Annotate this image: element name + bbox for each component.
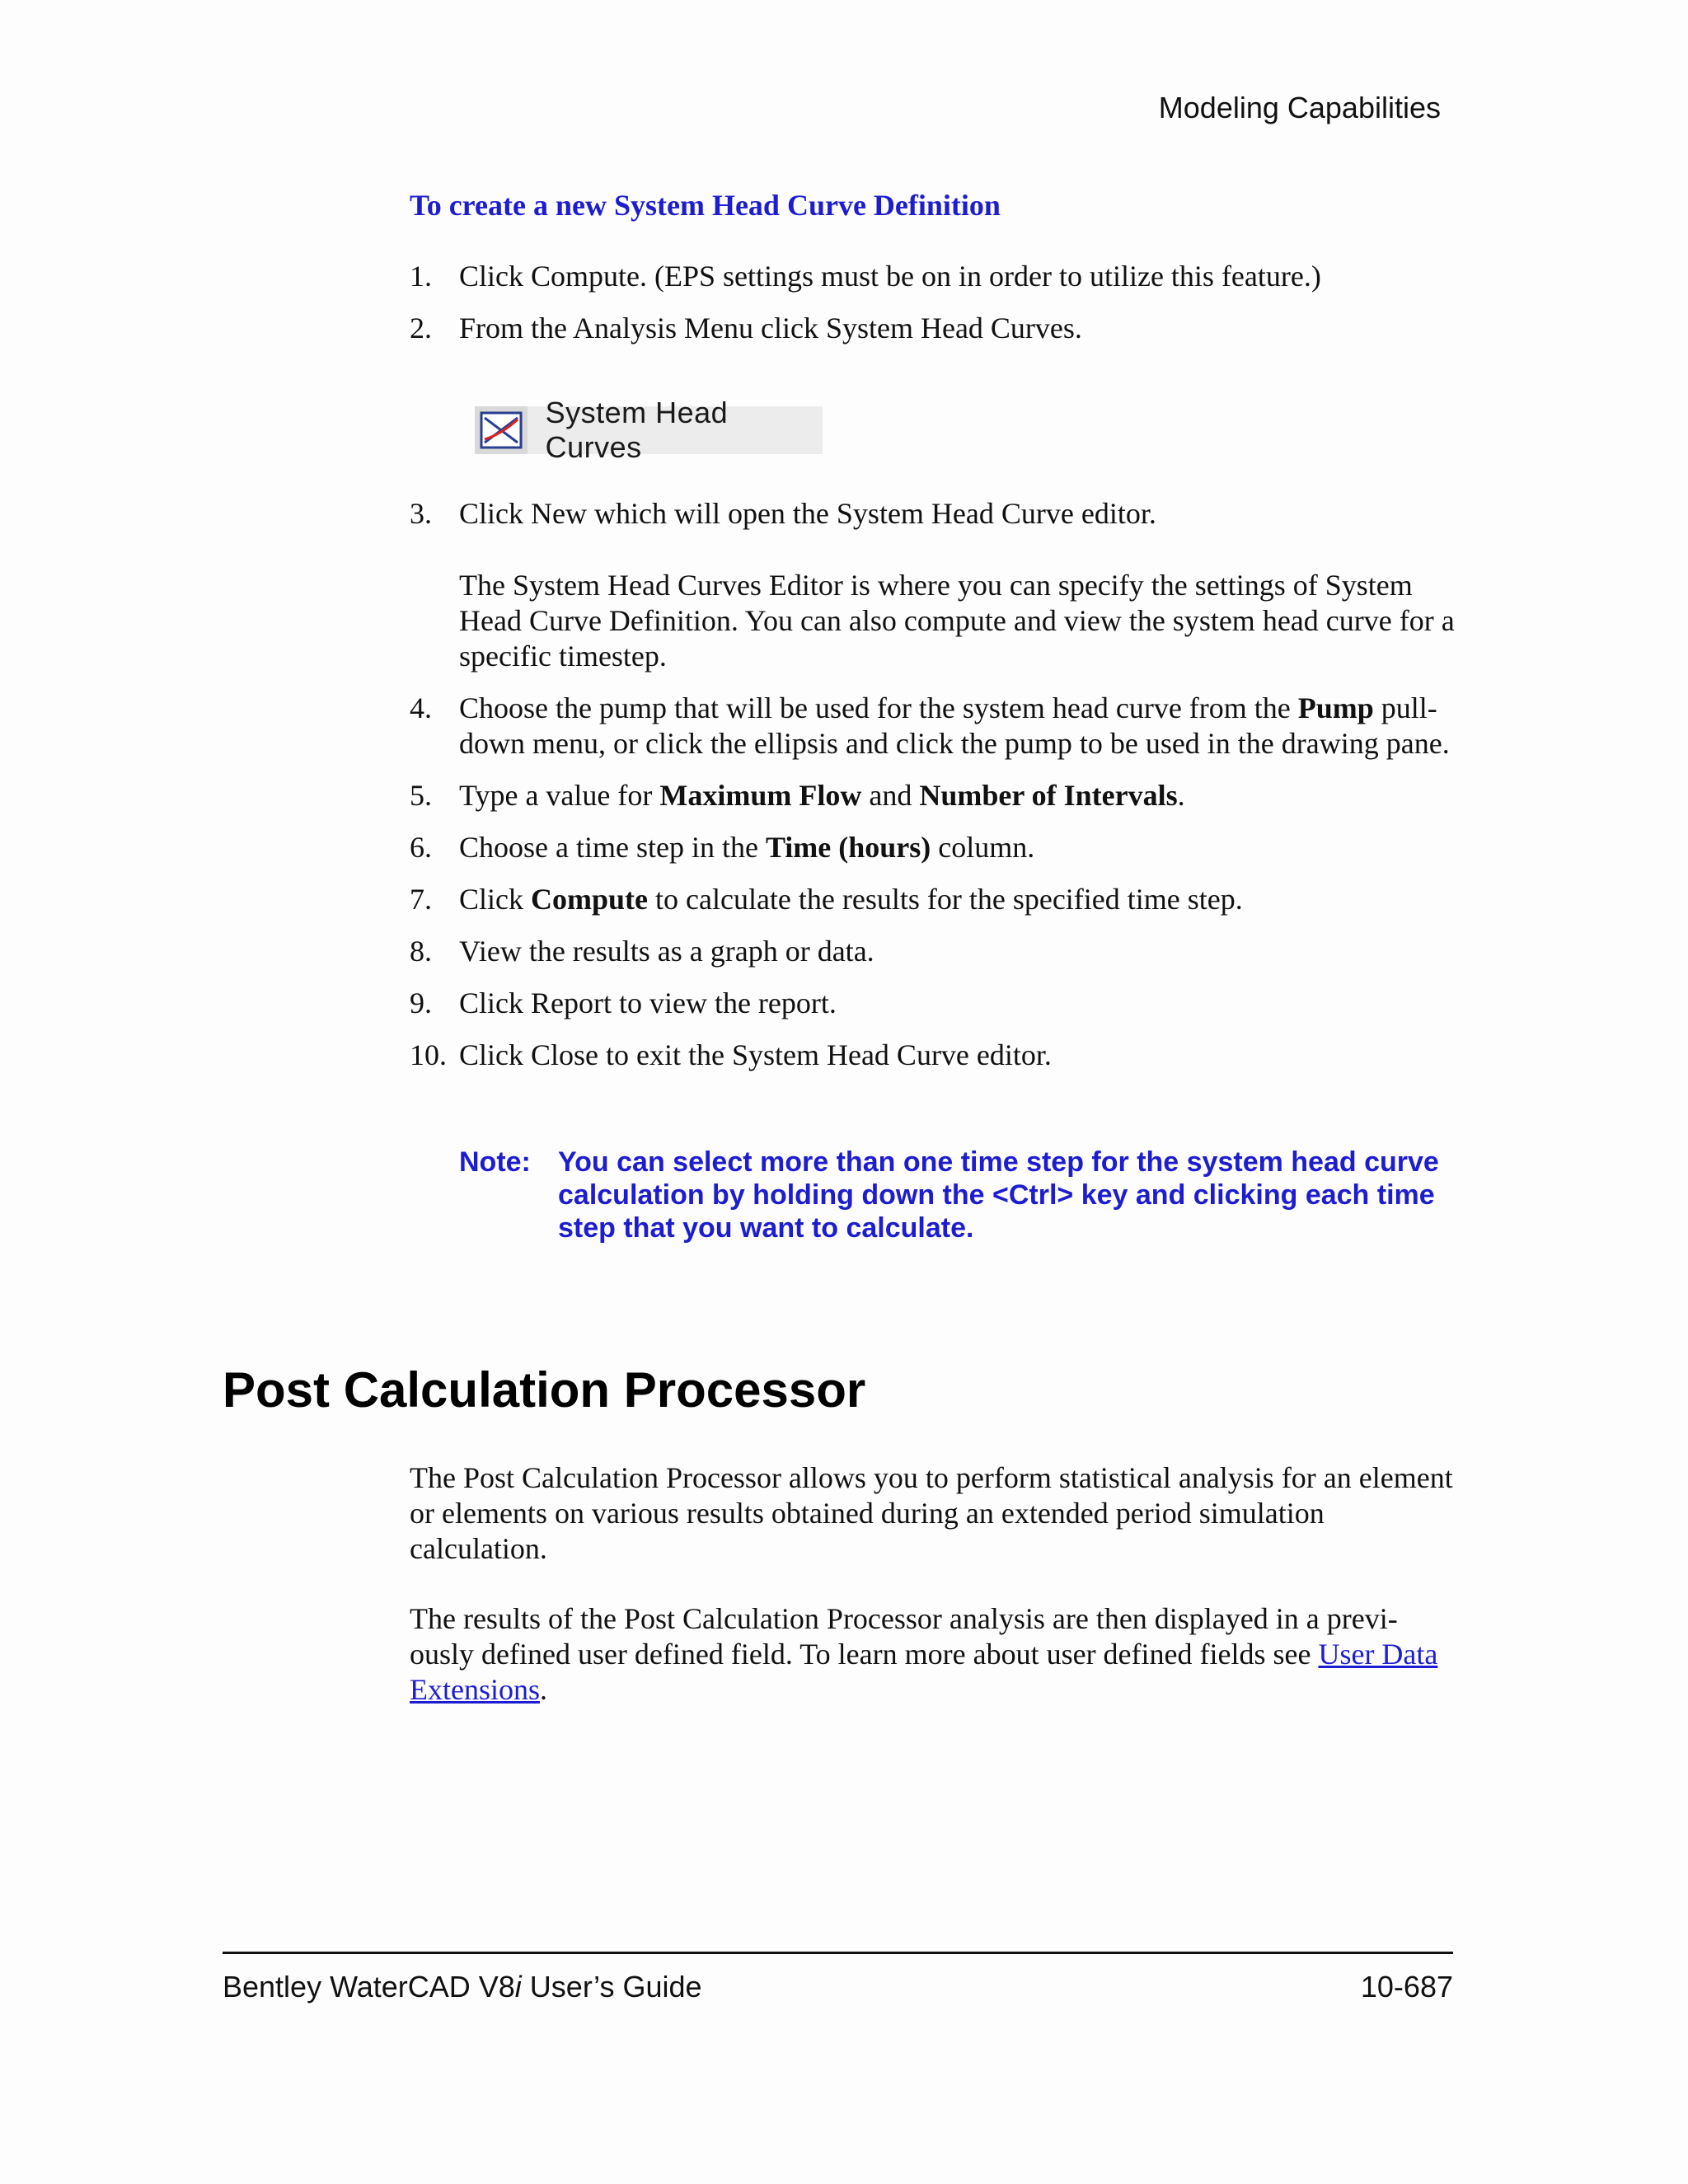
paragraph-text-end: . xyxy=(540,1673,547,1706)
footer-product-pre: Bentley WaterCAD V8 xyxy=(223,1970,515,2004)
paragraph-text: The results of the Post Calculation Processor analysis are then displayed in a previ-ously defined user defined field. To learn more about user defined fields see xyxy=(410,1602,1398,1671)
step-10 xyxy=(410,1038,1456,1073)
step-number: 9. xyxy=(410,987,432,1019)
note-label: Note: xyxy=(459,1146,531,1178)
step-text: Click Close to exit the System Head Curve editor. xyxy=(459,1038,1052,1071)
step-number: 7. xyxy=(410,883,432,916)
step-text-pre: Choose the pump that will be used for the system head curve from the xyxy=(459,691,1298,724)
step-number: 2. xyxy=(410,312,432,344)
step-5 xyxy=(410,778,1456,813)
step-text: Click Compute. (EPS settings must be on in order to utilize this feature.) xyxy=(459,260,1321,293)
section-paragraph-1: The Post Calculation Processor allows you to perform statistical analysis for an element or elements on various results obtained during an extended period simulation calculation. xyxy=(410,1461,1453,1565)
system-head-curves-menu-item[interactable] xyxy=(475,396,823,464)
step-8 xyxy=(410,934,1456,969)
step-text-bold: Pump xyxy=(1297,691,1374,724)
step-text: From the Analysis Menu click System Head Curves. xyxy=(459,312,1082,344)
step-text-mid: and xyxy=(861,779,920,812)
step-text-bold: Compute xyxy=(531,883,648,916)
step-text-pre: Type a value for xyxy=(459,779,660,812)
step-text: View the results as a graph or data. xyxy=(459,935,874,968)
step-text-post: column. xyxy=(931,831,1035,864)
user-data-extensions-link[interactable]: User Data Extensions xyxy=(410,1638,1438,1706)
step-text: Click New which will open the System Head Curve editor. xyxy=(459,497,1156,530)
step-number: 1. xyxy=(410,260,432,293)
footer-page-number: 10-687 xyxy=(1360,1970,1453,2004)
step-text-post: pull-down menu, or click the ellipsis and click the pump to be used in the drawing pane. xyxy=(459,691,1450,760)
system-head-curves-icon xyxy=(475,406,528,454)
step-text: Click Report to view the report. xyxy=(459,987,837,1019)
footer-product-title xyxy=(223,1970,702,2004)
step-3 xyxy=(410,496,1456,674)
section-title: Post Calculation Processor xyxy=(223,1362,866,1418)
step-number: 10. xyxy=(410,1038,447,1071)
note-box xyxy=(459,1146,1448,1244)
step-number: 5. xyxy=(410,779,432,812)
step-text-bold: Maximum Flow xyxy=(659,779,862,812)
step-3-description: The System Head Curves Editor is where you can specify the settings of System Head Curve Definition. You can also compute and view the system head curve for a specific timestep. xyxy=(459,569,1455,673)
step-9 xyxy=(410,986,1456,1021)
steps-list-2 xyxy=(410,496,1456,1073)
step-number: 4. xyxy=(410,691,432,724)
step-text-post: . xyxy=(1177,779,1185,812)
step-1 xyxy=(410,259,1456,294)
step-text-post: to calculate the results for the specified time step. xyxy=(648,883,1243,916)
step-number: 8. xyxy=(410,935,432,968)
step-7 xyxy=(410,882,1456,917)
step-number: 6. xyxy=(410,831,432,864)
step-2 xyxy=(410,311,1456,346)
footer-product-post: User’s Guide xyxy=(521,1970,702,2004)
step-6 xyxy=(410,830,1456,865)
footer-product-italic: i xyxy=(514,1970,522,2004)
step-text-pre: Click xyxy=(459,883,531,916)
note-text: You can select more than one time step for the system head curve calculation by holding down the <Ctrl> key and clicking each time step that you want to calculate. xyxy=(558,1146,1439,1244)
section-paragraph-2 xyxy=(410,1601,1456,1708)
procedure-title: To create a new System Head Curve Definition xyxy=(410,189,1001,222)
step-text-bold-2: Number of Intervals xyxy=(919,779,1178,812)
menu-item-label: System Head Curves xyxy=(545,396,729,464)
step-number: 3. xyxy=(410,497,432,530)
step-text-pre: Choose a time step in the xyxy=(459,831,766,864)
steps-list-1 xyxy=(410,259,1456,346)
footer-divider xyxy=(223,1952,1453,1954)
running-header: Modeling Capabilities xyxy=(1158,91,1441,124)
step-text-bold: Time (hours) xyxy=(765,831,931,864)
step-4 xyxy=(410,691,1456,762)
